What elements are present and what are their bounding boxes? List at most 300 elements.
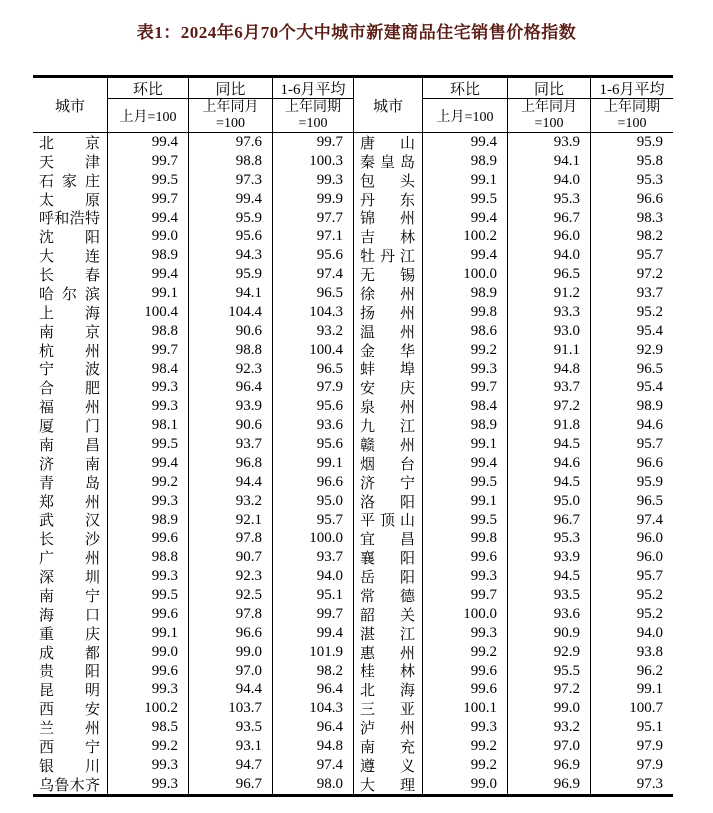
avg-index-cell: 104.3	[272, 303, 353, 322]
mom-index-cell: 99.5	[422, 473, 507, 492]
avg-index-cell: 93.7	[272, 548, 353, 567]
avg-index-cell: 96.4	[272, 718, 353, 737]
city-name-cell: 金 华	[353, 341, 422, 360]
table-row	[33, 152, 673, 171]
city-name-cell: 牡 丹 江	[353, 246, 422, 265]
header-yoy-base-line1: 上年同月	[521, 99, 577, 115]
mom-index-cell: 99.3	[107, 397, 188, 416]
yoy-index-cell: 96.7	[188, 775, 272, 794]
header-mom-base-left: 上月=100	[107, 99, 188, 132]
mom-index-cell: 100.1	[422, 699, 507, 718]
avg-index-cell: 100.7	[590, 699, 673, 718]
price-index-table	[33, 75, 673, 797]
city-name-cell: 韶 关	[353, 605, 422, 624]
yoy-index-cell: 104.4	[188, 303, 272, 322]
yoy-index-cell: 91.8	[507, 416, 590, 435]
avg-index-cell: 96.5	[272, 284, 353, 303]
city-name-cell: 重 庆	[39, 626, 100, 643]
yoy-index-cell: 93.2	[507, 718, 590, 737]
city-name-cell: 贵 阳	[39, 664, 100, 681]
mom-index-cell: 98.9	[422, 152, 507, 171]
city-name-cell: 吉 林	[353, 227, 422, 246]
mom-index-cell: 99.4	[422, 246, 507, 265]
avg-index-cell: 95.1	[272, 586, 353, 605]
mom-index-cell: 99.2	[422, 643, 507, 662]
avg-index-cell: 96.2	[590, 662, 673, 681]
city-name-cell: 扬 州	[353, 303, 422, 322]
mom-index-cell: 99.5	[422, 190, 507, 209]
avg-index-cell: 95.7	[590, 567, 673, 586]
city-name-cell: 北 京	[39, 135, 100, 152]
table-row	[33, 454, 673, 473]
avg-index-cell: 94.0	[272, 567, 353, 586]
city-name-cell: 三 亚	[353, 699, 422, 718]
city-name-cell: 武 汉	[39, 513, 100, 530]
yoy-index-cell: 93.0	[507, 322, 590, 341]
mom-index-cell: 98.4	[107, 360, 188, 379]
table-row	[33, 265, 673, 284]
city-name-cell: 乌 鲁 木 齐	[39, 777, 100, 794]
city-name-cell: 石 家 庄	[39, 173, 100, 190]
mom-index-cell: 99.6	[107, 605, 188, 624]
mom-index-cell: 99.6	[422, 680, 507, 699]
table-body	[33, 133, 673, 794]
mom-index-cell: 99.2	[422, 756, 507, 775]
city-name-cell: 平 顶 山	[353, 511, 422, 530]
header-avg-base-line2: =100	[617, 115, 647, 131]
yoy-index-cell: 92.3	[188, 360, 272, 379]
yoy-index-cell: 103.7	[188, 699, 272, 718]
avg-index-cell: 96.5	[590, 492, 673, 511]
mom-index-cell: 99.4	[107, 265, 188, 284]
city-name-cell: 深 圳	[39, 570, 100, 586]
yoy-index-cell: 92.9	[507, 643, 590, 662]
table-row	[33, 171, 673, 190]
avg-index-cell: 95.6	[272, 246, 353, 265]
city-name-cell: 泉 州	[353, 397, 422, 416]
table-row	[33, 435, 673, 454]
table-row	[33, 284, 673, 303]
header-avg-base-left	[272, 99, 353, 132]
avg-index-cell: 98.9	[590, 397, 673, 416]
yoy-index-cell: 94.7	[188, 756, 272, 775]
avg-index-cell: 93.8	[590, 643, 673, 662]
table-row	[33, 246, 673, 265]
table-row	[33, 680, 673, 699]
mom-index-cell: 99.3	[107, 756, 188, 775]
city-name-cell: 青 岛	[39, 475, 100, 492]
avg-index-cell: 96.4	[272, 680, 353, 699]
mom-index-cell: 98.9	[107, 511, 188, 530]
yoy-index-cell: 98.8	[188, 341, 272, 360]
mom-index-cell: 99.0	[422, 775, 507, 794]
yoy-index-cell: 99.4	[188, 190, 272, 209]
yoy-index-cell: 94.1	[507, 152, 590, 171]
mom-index-cell: 99.7	[107, 190, 188, 209]
yoy-index-cell: 91.1	[507, 341, 590, 360]
header-mom-base-right: 上月=100	[422, 99, 507, 132]
mom-index-cell: 98.8	[107, 548, 188, 567]
yoy-index-cell: 93.9	[507, 548, 590, 567]
yoy-index-cell: 96.4	[188, 378, 272, 397]
yoy-index-cell: 90.6	[188, 322, 272, 341]
mom-index-cell: 99.1	[422, 435, 507, 454]
city-name-cell: 西 宁	[39, 739, 100, 756]
header-avg-right: 1-6月平均	[590, 78, 673, 99]
avg-index-cell: 97.9	[590, 756, 673, 775]
yoy-index-cell: 96.8	[188, 454, 272, 473]
city-name-cell: 成 都	[39, 645, 100, 662]
yoy-index-cell: 93.6	[507, 605, 590, 624]
avg-index-cell: 98.0	[272, 775, 353, 794]
city-name-cell: 南 京	[39, 324, 100, 341]
mom-index-cell: 99.1	[107, 284, 188, 303]
city-name-cell: 兰 州	[39, 721, 100, 737]
yoy-index-cell: 95.0	[507, 492, 590, 511]
header-city-left: 城市	[54, 98, 85, 115]
yoy-index-cell: 94.1	[188, 284, 272, 303]
city-name-cell: 桂 林	[353, 662, 422, 681]
avg-index-cell: 95.6	[272, 397, 353, 416]
mom-index-cell: 99.4	[107, 454, 188, 473]
avg-index-cell: 100.3	[272, 152, 353, 171]
table-row	[33, 341, 673, 360]
table-row	[33, 360, 673, 379]
yoy-index-cell: 94.5	[507, 473, 590, 492]
city-name-cell: 沈 阳	[39, 230, 100, 247]
table-row	[33, 548, 673, 567]
yoy-index-cell: 96.7	[507, 511, 590, 530]
yoy-index-cell: 99.0	[188, 643, 272, 662]
city-name-cell: 南 宁	[39, 588, 100, 605]
mom-index-cell: 100.4	[107, 303, 188, 322]
mom-index-cell: 99.4	[107, 209, 188, 228]
avg-index-cell: 95.0	[272, 492, 353, 511]
avg-index-cell: 99.9	[272, 190, 353, 209]
city-name-cell: 郑 州	[39, 494, 100, 511]
header-avg-base-right	[590, 99, 673, 132]
mom-index-cell: 99.1	[422, 492, 507, 511]
city-name-cell: 长 沙	[39, 532, 100, 549]
avg-index-cell: 93.2	[272, 322, 353, 341]
table-row	[33, 303, 673, 322]
table-row	[33, 209, 673, 228]
city-name-cell: 岳 阳	[353, 567, 422, 586]
yoy-index-cell: 94.0	[507, 246, 590, 265]
avg-index-cell: 94.6	[590, 416, 673, 435]
mom-index-cell: 98.9	[422, 416, 507, 435]
mom-index-cell: 98.4	[422, 397, 507, 416]
city-name-cell: 九 江	[353, 416, 422, 435]
avg-index-cell: 95.8	[590, 152, 673, 171]
avg-index-cell: 96.5	[590, 360, 673, 379]
mom-index-cell: 99.6	[107, 662, 188, 681]
city-name-cell: 北 海	[353, 680, 422, 699]
table-row	[33, 662, 673, 681]
city-name-cell: 常 德	[353, 586, 422, 605]
mom-index-cell: 98.1	[107, 416, 188, 435]
city-name-cell: 呼 和 浩 特	[39, 211, 100, 228]
avg-index-cell: 95.7	[272, 511, 353, 530]
yoy-index-cell: 97.0	[507, 737, 590, 756]
table-row	[33, 227, 673, 246]
avg-index-cell: 95.4	[590, 378, 673, 397]
avg-index-cell: 100.4	[272, 341, 353, 360]
mom-index-cell: 99.6	[422, 548, 507, 567]
yoy-index-cell: 95.6	[188, 227, 272, 246]
city-name-cell: 杭 州	[39, 343, 100, 360]
yoy-index-cell: 93.9	[507, 133, 590, 152]
yoy-index-cell: 94.4	[188, 680, 272, 699]
table-row	[33, 473, 673, 492]
avg-index-cell: 95.9	[590, 133, 673, 152]
yoy-index-cell: 93.7	[188, 435, 272, 454]
yoy-index-cell: 96.6	[188, 624, 272, 643]
mom-index-cell: 99.4	[422, 454, 507, 473]
city-name-cell: 泸 州	[353, 718, 422, 737]
yoy-index-cell: 94.5	[507, 435, 590, 454]
yoy-index-cell: 97.8	[188, 605, 272, 624]
avg-index-cell: 97.2	[590, 265, 673, 284]
city-name-cell: 蚌 埠	[353, 360, 422, 379]
yoy-index-cell: 96.9	[507, 775, 590, 794]
table-row	[33, 190, 673, 209]
city-name-cell: 济 南	[39, 456, 100, 473]
table-row	[33, 718, 673, 737]
yoy-index-cell: 90.9	[507, 624, 590, 643]
mom-index-cell: 99.2	[107, 737, 188, 756]
avg-index-cell: 96.5	[272, 360, 353, 379]
city-name-cell: 南 昌	[39, 437, 100, 454]
mom-index-cell: 99.6	[422, 662, 507, 681]
avg-index-cell: 97.1	[272, 227, 353, 246]
avg-index-cell: 92.9	[590, 341, 673, 360]
avg-index-cell: 97.9	[590, 737, 673, 756]
avg-index-cell: 94.0	[590, 624, 673, 643]
avg-index-cell: 99.3	[272, 171, 353, 190]
table-row	[33, 492, 673, 511]
city-name-cell: 厦 门	[39, 419, 100, 435]
city-name-cell: 遵 义	[353, 756, 422, 775]
avg-index-cell: 98.2	[590, 227, 673, 246]
avg-index-cell: 99.1	[590, 680, 673, 699]
header-mom-left: 环比	[107, 78, 188, 99]
avg-index-cell: 95.7	[590, 246, 673, 265]
avg-index-cell: 98.3	[590, 209, 673, 228]
yoy-index-cell: 94.5	[507, 567, 590, 586]
mom-index-cell: 99.3	[107, 680, 188, 699]
city-name-cell: 丹 东	[353, 190, 422, 209]
city-name-cell: 安 庆	[353, 378, 422, 397]
city-name-cell: 太 原	[39, 192, 100, 209]
table-row	[33, 397, 673, 416]
header-avg-base-line1: 上年同期	[604, 99, 660, 115]
avg-index-cell: 97.4	[272, 756, 353, 775]
header-yoy-base-right	[507, 99, 590, 132]
mom-index-cell: 99.4	[422, 209, 507, 228]
table-row	[33, 511, 673, 530]
avg-index-cell: 95.9	[590, 473, 673, 492]
yoy-index-cell: 94.0	[507, 171, 590, 190]
mom-index-cell: 99.6	[107, 529, 188, 548]
yoy-index-cell: 92.3	[188, 567, 272, 586]
table-row	[33, 756, 673, 775]
mom-index-cell: 99.2	[107, 473, 188, 492]
table-row	[33, 322, 673, 341]
header-yoy-base-left	[188, 99, 272, 132]
city-name-cell: 宜 昌	[353, 529, 422, 548]
yoy-index-cell: 96.0	[507, 227, 590, 246]
table-row	[33, 586, 673, 605]
city-name-cell: 温 州	[353, 322, 422, 341]
yoy-index-cell: 90.6	[188, 416, 272, 435]
city-name-cell: 赣 州	[353, 435, 422, 454]
city-name-cell: 包 头	[353, 171, 422, 190]
yoy-index-cell: 97.8	[188, 529, 272, 548]
avg-index-cell: 98.2	[272, 662, 353, 681]
mom-index-cell: 99.5	[107, 586, 188, 605]
avg-index-cell: 96.6	[272, 473, 353, 492]
mom-index-cell: 99.7	[107, 341, 188, 360]
table-row	[33, 643, 673, 662]
avg-index-cell: 101.9	[272, 643, 353, 662]
avg-index-cell: 97.7	[272, 209, 353, 228]
city-name-cell: 大 连	[39, 249, 100, 266]
yoy-index-cell: 96.9	[507, 756, 590, 775]
city-name-cell: 南 充	[353, 737, 422, 756]
city-name-cell: 哈 尔 滨	[39, 286, 100, 303]
header-yoy-right: 同比	[507, 78, 590, 99]
city-name-cell: 福 州	[39, 400, 100, 417]
mom-index-cell: 99.3	[107, 378, 188, 397]
city-name-cell: 西 安	[39, 702, 100, 719]
yoy-index-cell: 97.2	[507, 680, 590, 699]
mom-index-cell: 99.4	[422, 133, 507, 152]
yoy-index-cell: 93.9	[188, 397, 272, 416]
city-name-cell: 惠 州	[353, 643, 422, 662]
header-avg-base-line1: 上年同期	[285, 99, 341, 115]
avg-index-cell: 93.6	[272, 416, 353, 435]
yoy-index-cell: 91.2	[507, 284, 590, 303]
mom-index-cell: 100.2	[422, 227, 507, 246]
header-yoy-base-line2: =100	[216, 115, 245, 131]
mom-index-cell: 100.0	[422, 605, 507, 624]
mom-index-cell: 99.0	[107, 227, 188, 246]
avg-index-cell: 99.7	[272, 133, 353, 152]
avg-index-cell: 100.0	[272, 529, 353, 548]
city-name-cell: 徐 州	[353, 284, 422, 303]
city-name-cell: 广 州	[39, 551, 100, 568]
avg-index-cell: 95.1	[590, 718, 673, 737]
mom-index-cell: 99.1	[422, 171, 507, 190]
yoy-index-cell: 96.5	[507, 265, 590, 284]
yoy-index-cell: 97.3	[188, 171, 272, 190]
mom-index-cell: 100.2	[107, 699, 188, 718]
mom-index-cell: 99.2	[422, 341, 507, 360]
city-name-cell: 大 理	[353, 775, 422, 794]
avg-index-cell: 104.3	[272, 699, 353, 718]
table-row	[33, 529, 673, 548]
mom-index-cell: 98.8	[107, 322, 188, 341]
table-row	[33, 737, 673, 756]
city-name-cell: 长 春	[39, 268, 100, 284]
mom-index-cell: 99.3	[422, 624, 507, 643]
city-name-cell: 锦 州	[353, 209, 422, 228]
avg-index-cell: 96.0	[590, 548, 673, 567]
mom-index-cell: 99.7	[422, 586, 507, 605]
avg-index-cell: 95.6	[272, 435, 353, 454]
table-title: 表1：2024年6月70个大中城市新建商品住宅销售价格指数	[136, 23, 577, 42]
table-row	[33, 567, 673, 586]
mom-index-cell: 98.9	[107, 246, 188, 265]
city-name-cell: 银 川	[39, 758, 100, 775]
mom-index-cell: 99.1	[107, 624, 188, 643]
avg-index-cell: 94.8	[272, 737, 353, 756]
yoy-index-cell: 94.3	[188, 246, 272, 265]
yoy-index-cell: 94.8	[507, 360, 590, 379]
avg-index-cell: 96.6	[590, 190, 673, 209]
yoy-index-cell: 93.2	[188, 492, 272, 511]
yoy-index-cell: 97.6	[188, 133, 272, 152]
yoy-index-cell: 93.3	[507, 303, 590, 322]
table-row	[33, 378, 673, 397]
mom-index-cell: 99.3	[107, 492, 188, 511]
avg-index-cell: 95.2	[590, 605, 673, 624]
mom-index-cell: 99.3	[422, 718, 507, 737]
mom-index-cell: 99.0	[107, 643, 188, 662]
header-city-right: 城市	[353, 78, 422, 132]
mom-index-cell: 99.3	[422, 360, 507, 379]
table-row	[33, 699, 673, 718]
city-name-cell: 烟 台	[353, 454, 422, 473]
yoy-index-cell: 94.6	[507, 454, 590, 473]
mom-index-cell: 99.3	[422, 567, 507, 586]
mom-index-cell: 99.8	[422, 529, 507, 548]
avg-index-cell: 95.7	[590, 435, 673, 454]
yoy-index-cell: 95.9	[188, 265, 272, 284]
avg-index-cell: 99.1	[272, 454, 353, 473]
mom-index-cell: 98.5	[107, 718, 188, 737]
avg-index-cell: 97.4	[272, 265, 353, 284]
yoy-index-cell: 90.7	[188, 548, 272, 567]
yoy-index-cell: 93.5	[188, 718, 272, 737]
header-yoy-base-line1: 上年同月	[202, 99, 259, 115]
mom-index-cell: 99.4	[107, 133, 188, 152]
table-row	[33, 775, 673, 794]
yoy-index-cell: 97.0	[188, 662, 272, 681]
avg-index-cell: 97.9	[272, 378, 353, 397]
city-name-cell: 湛 江	[353, 624, 422, 643]
mom-index-cell: 99.8	[422, 303, 507, 322]
yoy-index-cell: 95.3	[507, 529, 590, 548]
avg-index-cell: 99.4	[272, 624, 353, 643]
header-yoy-left: 同比	[188, 78, 272, 99]
mom-index-cell: 99.3	[107, 567, 188, 586]
city-name-cell: 无 锡	[353, 265, 422, 284]
city-name-cell: 海 口	[39, 607, 100, 624]
avg-index-cell: 99.7	[272, 605, 353, 624]
yoy-index-cell: 93.1	[188, 737, 272, 756]
yoy-index-cell: 99.0	[507, 699, 590, 718]
avg-index-cell: 96.0	[590, 529, 673, 548]
mom-index-cell: 100.0	[422, 265, 507, 284]
avg-index-cell: 93.7	[590, 284, 673, 303]
yoy-index-cell: 98.8	[188, 152, 272, 171]
city-name-cell: 唐 山	[353, 133, 422, 152]
city-name-cell: 昆 明	[39, 683, 100, 700]
yoy-index-cell: 97.2	[507, 397, 590, 416]
mom-index-cell: 98.9	[422, 284, 507, 303]
